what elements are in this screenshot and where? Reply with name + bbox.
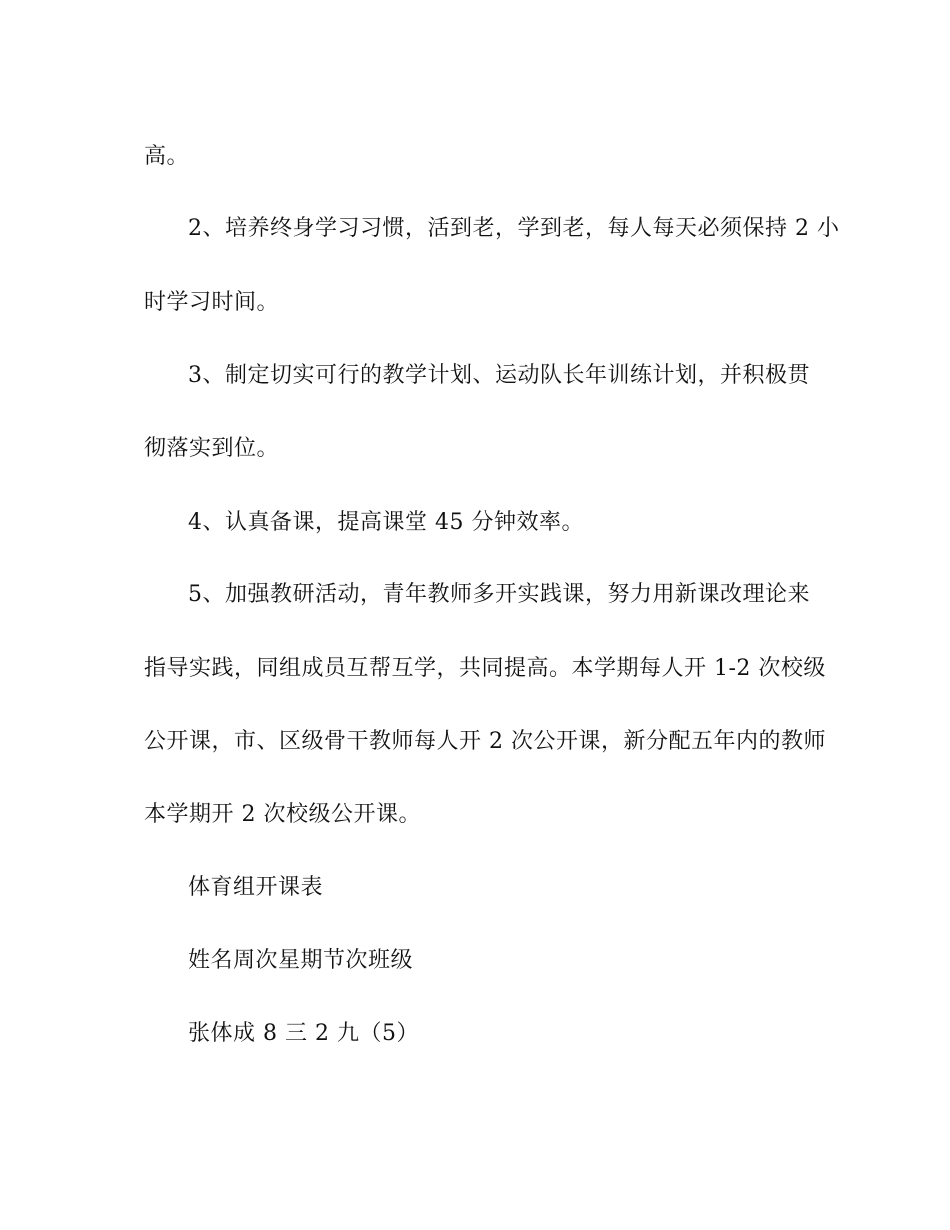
list-item-4: 4、认真备课，提高课堂 45 分钟效率。 <box>188 510 584 535</box>
table-row: 张体成 8 三 2 九（5） <box>188 1021 419 1046</box>
text-line-continuation: 彻落实到位。 <box>144 436 280 461</box>
text-line-continuation: 公开课，市、区级骨干教师每人开 2 次公开课，新分配五年内的教师 <box>144 729 826 754</box>
table-header-row: 姓名周次星期节次班级 <box>188 948 414 973</box>
text-line-continuation: 本学期开 2 次校级公开课。 <box>144 802 421 827</box>
text-line-continuation: 高。 <box>144 144 190 169</box>
list-item-3: 3、制定切实可行的教学计划、运动队长年训练计划，并积极贯 <box>188 363 810 388</box>
list-item-5: 5、加强教研活动，青年教师多开实践课，努力用新课改理论来 <box>188 582 810 607</box>
text-line-continuation: 指导实践，同组成员互帮互学，共同提高。本学期每人开 1-2 次校级 <box>144 656 826 681</box>
list-item-2: 2、培养终身学习习惯，活到老，学到老，每人每天必须保持 2 小 <box>188 216 840 241</box>
table-title: 体育组开课表 <box>188 875 324 900</box>
text-line-continuation: 时学习时间。 <box>144 290 280 315</box>
